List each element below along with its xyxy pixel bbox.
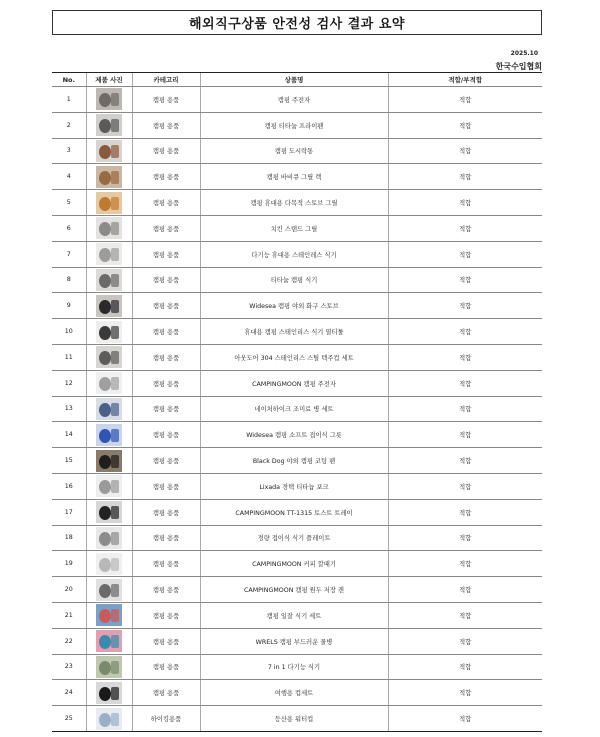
row-category: 캠핑 용품 <box>132 370 200 396</box>
row-product-name: 등산용 워터컵 <box>200 706 388 732</box>
product-photo-cell <box>86 473 132 499</box>
row-number: 13 <box>52 396 86 422</box>
row-result: 적합 <box>388 112 542 138</box>
table-row <box>52 344 542 370</box>
row-product-name: Widesea 캠핑 소프트 접이식 그릇 <box>200 422 388 448</box>
row-number: 14 <box>52 422 86 448</box>
results-table <box>52 72 542 732</box>
column-header-photo: 제품 사진 <box>86 73 132 87</box>
table-row <box>52 499 542 525</box>
table-row <box>52 525 542 551</box>
table-row <box>52 602 542 628</box>
product-photo <box>96 372 122 394</box>
row-category: 캠핑 용품 <box>132 577 200 603</box>
product-photo-cell <box>86 344 132 370</box>
product-photo <box>96 682 122 704</box>
product-photo <box>96 656 122 678</box>
table-row <box>52 551 542 577</box>
product-photo <box>96 346 122 368</box>
product-photo-cell <box>86 87 132 113</box>
row-number: 15 <box>52 448 86 474</box>
row-product-name: CAMPINGMOON 커피 깔때기 <box>200 551 388 577</box>
product-photo-cell <box>86 267 132 293</box>
row-number: 24 <box>52 680 86 706</box>
row-number: 22 <box>52 628 86 654</box>
product-photo <box>96 243 122 265</box>
table-row <box>52 293 542 319</box>
product-photo <box>96 140 122 162</box>
table-row <box>52 706 542 732</box>
table-row <box>52 473 542 499</box>
row-product-name: 여행용 컵세트 <box>200 680 388 706</box>
row-category: 캠핑 용품 <box>132 215 200 241</box>
row-product-name: CAMPINGMOON TT-1315 토스트 트레이 <box>200 499 388 525</box>
row-category: 캠핑 용품 <box>132 293 200 319</box>
row-category: 캠핑 용품 <box>132 525 200 551</box>
column-header-category: 카테고리 <box>132 73 200 87</box>
product-photo-cell <box>86 706 132 732</box>
row-category: 캠핑 용품 <box>132 680 200 706</box>
row-result: 적합 <box>388 654 542 680</box>
document-title: 해외직구상품 안전성 검사 결과 요약 <box>52 10 542 35</box>
row-number: 6 <box>52 215 86 241</box>
row-product-name: Lixada 경택 티타늄 포크 <box>200 473 388 499</box>
row-category: 캠핑 용품 <box>132 602 200 628</box>
row-result: 적합 <box>388 680 542 706</box>
row-number: 21 <box>52 602 86 628</box>
row-result: 적합 <box>388 396 542 422</box>
row-product-name: 캠핑 티타늄 프라이팬 <box>200 112 388 138</box>
row-category: 캠핑 용품 <box>132 654 200 680</box>
row-number: 17 <box>52 499 86 525</box>
row-result: 적합 <box>388 499 542 525</box>
row-number: 11 <box>52 344 86 370</box>
row-category: 캠핑 용품 <box>132 448 200 474</box>
row-number: 7 <box>52 241 86 267</box>
product-photo <box>96 295 122 317</box>
row-number: 5 <box>52 190 86 216</box>
product-photo-cell <box>86 602 132 628</box>
row-product-name: Widesea 캠핑 야외 화구 스토브 <box>200 293 388 319</box>
row-product-name: 티타늄 캠핑 식기 <box>200 267 388 293</box>
column-header-product-name: 상품명 <box>200 73 388 87</box>
row-category: 캠핑 용품 <box>132 190 200 216</box>
row-product-name: 캠핑 도시락통 <box>200 138 388 164</box>
table-row <box>52 448 542 474</box>
row-result: 적합 <box>388 525 542 551</box>
row-result: 적합 <box>388 241 542 267</box>
row-number: 4 <box>52 164 86 190</box>
product-photo <box>96 501 122 523</box>
row-category: 캠핑 용품 <box>132 138 200 164</box>
table-row <box>52 215 542 241</box>
report-date: 2025.10 <box>510 50 538 57</box>
row-product-name: 아웃도어 304 스테인리스 스틸 텍주컵 세트 <box>200 344 388 370</box>
product-photo-cell <box>86 396 132 422</box>
row-number: 20 <box>52 577 86 603</box>
product-photo-cell <box>86 551 132 577</box>
row-product-name: Black Dog 야외 캠핑 코팅 팬 <box>200 448 388 474</box>
row-category: 캠핑 용품 <box>132 344 200 370</box>
column-header-no: No. <box>52 73 86 87</box>
row-product-name: 7 in 1 다기능 식기 <box>200 654 388 680</box>
product-photo-cell <box>86 112 132 138</box>
row-result: 적합 <box>388 473 542 499</box>
row-category: 캠핑 용품 <box>132 473 200 499</box>
row-result: 적합 <box>388 267 542 293</box>
product-photo <box>96 114 122 136</box>
row-product-name: 캠핑 휴대용 다목적 스토브 그릴 <box>200 190 388 216</box>
row-product-name: 치킨 스탠드 그릴 <box>200 215 388 241</box>
row-result: 적합 <box>388 215 542 241</box>
product-photo <box>96 321 122 343</box>
product-photo-cell <box>86 577 132 603</box>
table-row <box>52 422 542 448</box>
table-row <box>52 190 542 216</box>
table-row <box>52 112 542 138</box>
product-photo-cell <box>86 164 132 190</box>
product-photo <box>96 630 122 652</box>
row-category: 캠핑 용품 <box>132 319 200 345</box>
row-category: 캠핑 용품 <box>132 112 200 138</box>
row-category: 캠핑 용품 <box>132 164 200 190</box>
product-photo-cell <box>86 190 132 216</box>
table-row <box>52 577 542 603</box>
product-photo-cell <box>86 370 132 396</box>
row-category: 캠핑 용품 <box>132 267 200 293</box>
row-result: 적합 <box>388 706 542 732</box>
row-category: 캠핑 용품 <box>132 499 200 525</box>
row-number: 3 <box>52 138 86 164</box>
product-photo-cell <box>86 241 132 267</box>
product-photo <box>96 424 122 446</box>
row-category: 캠핑 용품 <box>132 628 200 654</box>
table-row <box>52 164 542 190</box>
table-row <box>52 319 542 345</box>
product-photo-cell <box>86 448 132 474</box>
product-photo-cell <box>86 499 132 525</box>
product-photo <box>96 217 122 239</box>
product-photo-cell <box>86 628 132 654</box>
row-product-name: 휴대용 캠핑 스테인리스 식기 열티툴 <box>200 319 388 345</box>
row-category: 캠핑 용품 <box>132 551 200 577</box>
product-photo <box>96 475 122 497</box>
row-number: 19 <box>52 551 86 577</box>
organization-name: 한국수입협회 <box>495 62 542 71</box>
product-photo <box>96 192 122 214</box>
product-photo-cell <box>86 319 132 345</box>
row-result: 적합 <box>388 628 542 654</box>
table-row <box>52 267 542 293</box>
row-number: 1 <box>52 87 86 113</box>
row-result: 적합 <box>388 344 542 370</box>
row-result: 적합 <box>388 190 542 216</box>
row-result: 적합 <box>388 293 542 319</box>
row-number: 23 <box>52 654 86 680</box>
row-number: 16 <box>52 473 86 499</box>
row-category: 캠핑 용품 <box>132 396 200 422</box>
product-photo <box>96 398 122 420</box>
product-photo-cell <box>86 422 132 448</box>
table-row <box>52 680 542 706</box>
row-result: 적합 <box>388 551 542 577</box>
row-number: 8 <box>52 267 86 293</box>
product-photo-cell <box>86 525 132 551</box>
product-photo <box>96 88 122 110</box>
product-photo <box>96 553 122 575</box>
row-product-name: 캠핑 바비큐 그릴 렉 <box>200 164 388 190</box>
row-category: 캠핑 용품 <box>132 241 200 267</box>
row-product-name: CAMPINGMOON 캠핑 원두 저장 캔 <box>200 577 388 603</box>
product-photo <box>96 166 122 188</box>
table-row <box>52 628 542 654</box>
row-category: 캠핑 용품 <box>132 87 200 113</box>
row-result: 적합 <box>388 422 542 448</box>
product-photo <box>96 579 122 601</box>
product-photo <box>96 708 122 730</box>
table-header-row <box>52 73 542 87</box>
row-product-name: 경량 접이식 식기 플레이트 <box>200 525 388 551</box>
row-result: 적합 <box>388 319 542 345</box>
row-number: 10 <box>52 319 86 345</box>
table-row <box>52 241 542 267</box>
row-result: 적합 <box>388 370 542 396</box>
row-result: 적합 <box>388 164 542 190</box>
row-product-name: CAMPINGMOON 캠핑 주전자 <box>200 370 388 396</box>
product-photo-cell <box>86 680 132 706</box>
row-number: 12 <box>52 370 86 396</box>
product-photo-cell <box>86 138 132 164</box>
table-row <box>52 138 542 164</box>
row-category: 하이킹용품 <box>132 706 200 732</box>
product-photo <box>96 527 122 549</box>
row-result: 적합 <box>388 602 542 628</box>
row-result: 적합 <box>388 138 542 164</box>
row-product-name: 네이처하이크 조미료 병 세트 <box>200 396 388 422</box>
row-result: 적합 <box>388 448 542 474</box>
table-row <box>52 87 542 113</box>
row-number: 25 <box>52 706 86 732</box>
row-product-name: WRELS 캠핑 부드러운 물병 <box>200 628 388 654</box>
row-product-name: 캠핑 주전자 <box>200 87 388 113</box>
product-photo <box>96 269 122 291</box>
column-header-result: 적합/부적합 <box>388 73 542 87</box>
table-row <box>52 370 542 396</box>
row-number: 2 <box>52 112 86 138</box>
row-category: 캠핑 용품 <box>132 422 200 448</box>
table-row <box>52 396 542 422</box>
row-product-name: 다기능 휴대용 스테인레스 식기 <box>200 241 388 267</box>
row-number: 18 <box>52 525 86 551</box>
row-result: 적합 <box>388 87 542 113</box>
product-photo-cell <box>86 215 132 241</box>
product-photo-cell <box>86 293 132 319</box>
product-photo <box>96 604 122 626</box>
row-number: 9 <box>52 293 86 319</box>
table-row <box>52 654 542 680</box>
row-result: 적합 <box>388 577 542 603</box>
row-product-name: 캠핑 일잘 식기 세트 <box>200 602 388 628</box>
product-photo-cell <box>86 654 132 680</box>
product-photo <box>96 450 122 472</box>
